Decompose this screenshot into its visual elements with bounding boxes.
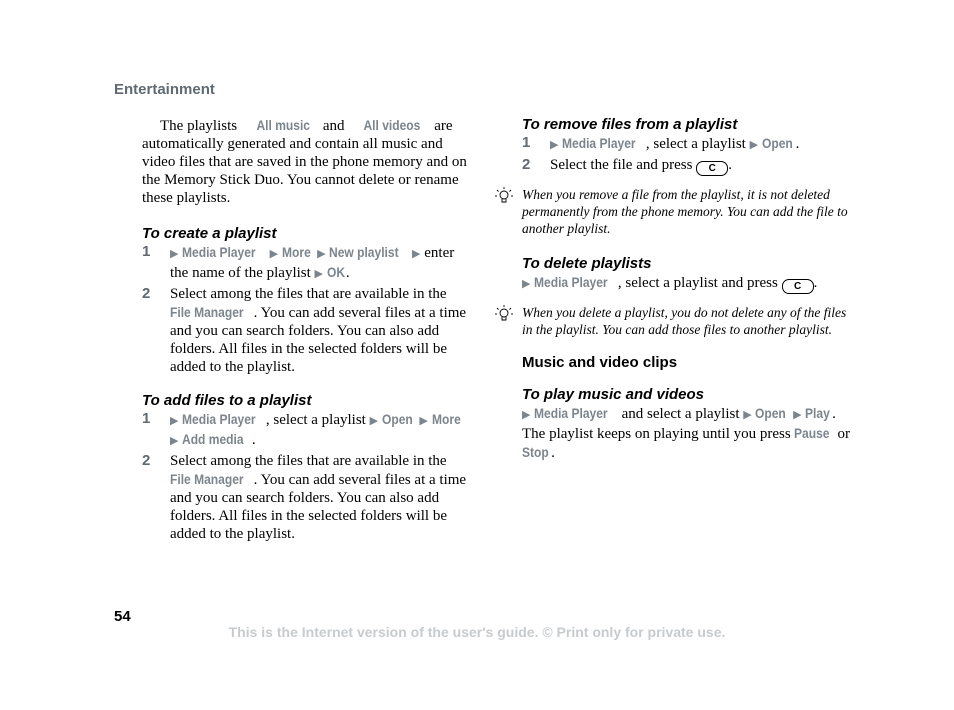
- ui-term: All videos: [363, 117, 421, 133]
- tip-note: [522, 186, 852, 237]
- tip-text: When you delete a playlist, you do not delete any of the files in the playlist. You can add those files to another playlist.: [522, 305, 847, 337]
- add-steps: [142, 410, 474, 543]
- heading-add-files: To add files to a playlist: [142, 392, 312, 409]
- step-text: Select among the files that are available in the: [170, 453, 447, 469]
- arrow-icon: ▶: [522, 277, 531, 290]
- arrow-icon: ▶: [749, 138, 759, 151]
- step-text: .: [345, 265, 350, 281]
- step-text: , select a playlist: [265, 412, 370, 428]
- arrow-icon: ▶: [317, 247, 326, 260]
- create-steps: [142, 243, 474, 376]
- intro-text: and: [319, 118, 349, 134]
- ui-term: Media Player: [182, 411, 256, 427]
- c-key-icon: C: [782, 279, 814, 294]
- page-number: 54: [114, 608, 131, 625]
- step-number: 2: [522, 156, 531, 173]
- ui-term: All music: [256, 117, 310, 133]
- c-key-icon: C: [696, 161, 728, 176]
- step-text: .: [813, 275, 818, 291]
- ui-term: File Manager: [170, 471, 244, 487]
- step-text: . You can add several files at a time and you can search folders. You can also add folders. All files in the selected folders will be added to the playlist.: [170, 472, 467, 542]
- step-text: . You can add several files at a time and you can search folders. You can also add folders. All files in the selected folders will be added to the playlist.: [170, 305, 467, 375]
- lightbulb-icon: [494, 186, 514, 206]
- arrow-icon: ▶: [419, 414, 428, 427]
- step-text: , select a playlist: [645, 136, 750, 152]
- play-instruction: [522, 404, 852, 462]
- step-text: Select the file and press: [550, 157, 697, 173]
- ui-term: Add media: [182, 431, 244, 447]
- ui-term: Open: [761, 135, 793, 151]
- step: [142, 410, 474, 450]
- step: [522, 134, 852, 154]
- footer-note: This is the Internet version of the user's guide. © Print only for private use.: [228, 624, 726, 640]
- step-number: 1: [142, 410, 151, 427]
- delete-instruction: [522, 273, 852, 294]
- intro-paragraph: [142, 116, 474, 207]
- ui-term: OK: [326, 264, 345, 280]
- arrow-icon: ▶: [269, 247, 279, 260]
- ui-term: Media Player: [534, 405, 608, 421]
- step-text: .: [251, 432, 256, 448]
- ui-term: Pause: [794, 425, 830, 441]
- section-header: Entertainment: [114, 81, 215, 98]
- ui-term: Stop: [522, 444, 549, 460]
- heading-play-music: To play music and videos: [522, 386, 704, 403]
- lightbulb-icon: [494, 304, 514, 324]
- arrow-icon: ▶: [550, 138, 559, 151]
- ui-term: Media Player: [562, 135, 636, 151]
- step-text: Select among the files that are available in the: [170, 286, 447, 302]
- step-number: 1: [142, 243, 151, 260]
- step-text: .: [551, 445, 555, 461]
- intro-text: are automatically generated and contain all music and video files that are saved in the phone memory and on the Memory Stick Duo. You cannot delete or rename these playlists.: [142, 118, 467, 206]
- right-column: [522, 114, 852, 462]
- step: [142, 243, 474, 283]
- step-text: and select a playlist: [617, 406, 744, 422]
- arrow-icon: ▶: [743, 408, 752, 421]
- arrow-icon: ▶: [314, 267, 324, 280]
- heading-remove-files: To remove files from a playlist: [522, 116, 738, 133]
- step-text: , select a playlist and press: [617, 275, 782, 291]
- step-text: .: [795, 136, 800, 152]
- ui-term: File Manager: [170, 304, 244, 320]
- step-number: 2: [142, 452, 151, 469]
- heading-music-video-clips: Music and video clips: [522, 354, 678, 371]
- ui-term: Media Player: [534, 274, 608, 290]
- ui-term: Open: [755, 405, 787, 421]
- arrow-icon: ▶: [170, 247, 179, 260]
- step: [142, 452, 474, 543]
- ui-term: Media Player: [182, 244, 256, 260]
- step-number: 1: [522, 134, 531, 151]
- step-text: .: [728, 157, 732, 173]
- step: [142, 285, 474, 376]
- step-number: 2: [142, 285, 151, 302]
- left-column: [142, 114, 474, 543]
- ui-term: Open: [381, 411, 413, 427]
- arrow-icon: ▶: [522, 408, 531, 421]
- step-text: enter the name of the playlist: [170, 245, 455, 281]
- arrow-icon: ▶: [412, 247, 421, 260]
- step: [522, 156, 852, 176]
- ui-term: More: [431, 411, 461, 427]
- intro-text: The playlists: [160, 118, 241, 134]
- tip-text: When you remove a file from the playlist, it is not deleted permanently from the phone memory. You can add the file to another playlist.: [522, 187, 848, 236]
- ui-term: New playlist: [329, 244, 399, 260]
- heading-create-playlist: To create a playlist: [142, 225, 277, 242]
- arrow-icon: ▶: [170, 414, 179, 427]
- arrow-icon: ▶: [369, 414, 379, 427]
- step-text: or: [833, 426, 851, 442]
- arrow-icon: ▶: [170, 434, 179, 447]
- arrow-icon: ▶: [793, 408, 802, 421]
- remove-steps: [522, 134, 852, 176]
- tip-note: [522, 304, 852, 338]
- ui-term: More: [281, 244, 311, 260]
- ui-term: Play: [805, 405, 831, 421]
- heading-delete-playlists: To delete playlists: [522, 255, 652, 272]
- step-text: . The playlist keeps on playing until you press: [522, 406, 836, 442]
